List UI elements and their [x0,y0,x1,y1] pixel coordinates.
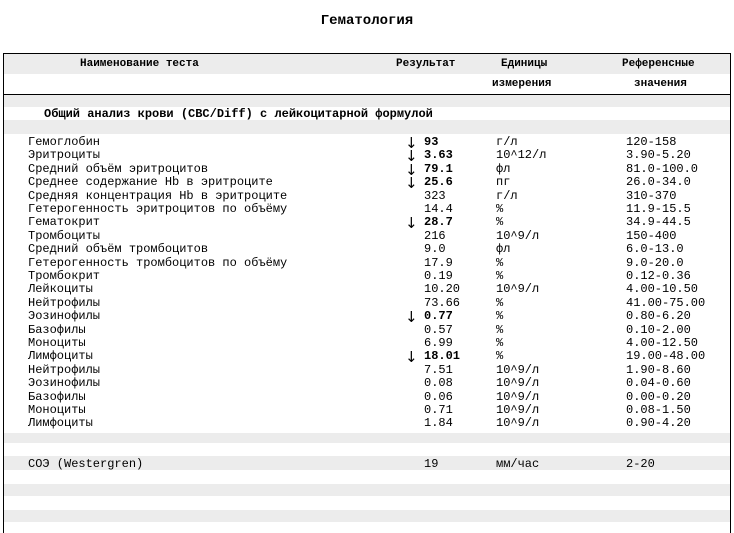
header-reference: Референсные [622,58,695,70]
test-reference: 41.00-75.00 [626,295,706,310]
test-reference: 0.04-0.60 [626,376,691,391]
test-unit: 10^12/л [496,148,547,163]
test-result: 7.51 [424,362,453,377]
test-name: Гетерогенность тромбоцитов по объёму [28,255,288,270]
test-name: Среднее содержание Hb в эритроците [28,175,273,190]
test-result: 323 [424,188,446,203]
test-name: Тромбокрит [28,269,101,283]
test-result: 6.99 [424,336,453,350]
test-unit: 10^9/л [496,282,540,297]
test-result: 0.08 [424,376,453,391]
test-reference: 150-400 [626,228,677,243]
test-name: Эозинофилы [28,309,101,324]
test-unit: % [496,202,504,216]
test-unit: 10^9/л [496,376,540,391]
test-unit: г/л [496,188,518,203]
test-unit: % [496,269,504,283]
test-name: Средняя концентрация Hb в эритроците [28,188,288,203]
test-unit: % [496,322,504,337]
test-unit: % [496,309,504,324]
test-name: Базофилы [28,389,86,404]
test-result: 1.84 [424,416,453,431]
header-units-line2: измерения [492,78,552,90]
test-unit: % [496,336,504,350]
stripe [4,433,730,443]
test-result: 0.57 [424,322,453,337]
esr-name: СОЭ (Westergren) [28,457,144,471]
test-name: Гемоглобин [28,135,101,149]
test-result: 93 [424,135,439,149]
test-reference: 4.00-10.50 [626,282,699,297]
test-reference: 0.80-6.20 [626,309,691,324]
header-divider [3,94,731,95]
test-unit: % [496,295,504,310]
test-result: 79.1 [424,161,453,176]
test-unit: 10^9/л [496,228,540,243]
low-flag-arrow-icon: ↓ [405,174,418,193]
stripe [4,120,730,134]
section-title: Общий анализ крови (CBC/Diff) с лейкоцитарной формулой [44,107,433,121]
test-unit: фл [496,242,511,257]
test-reference: 0.90-4.20 [626,416,691,431]
test-reference: 0.10-2.00 [626,322,691,337]
test-result: 18.01 [424,349,461,364]
test-unit: 10^9/л [496,416,540,431]
low-flag-arrow-icon: ↓ [405,134,418,152]
test-unit: фл [496,161,511,176]
low-flag-arrow-icon: ↓ [405,147,418,166]
test-name: Эритроциты [28,148,101,163]
test-result: 9.0 [424,242,446,257]
header-reference-line2: значения [634,78,687,90]
test-result: 14.4 [424,202,453,216]
test-unit: % [496,255,504,270]
header-test-name: Наименование теста [80,58,199,70]
test-result: 10.20 [424,282,461,297]
test-name: Моноциты [28,403,86,417]
test-reference: 9.0-20.0 [626,255,684,270]
test-name: Средний объём эритроцитов [28,161,209,176]
test-result: 0.71 [424,403,453,417]
test-name: Тромбоциты [28,228,101,243]
test-reference: 0.08-1.50 [626,403,691,417]
esr-unit: мм/час [496,457,540,471]
test-reference: 0.12-0.36 [626,269,691,283]
test-reference: 6.0-13.0 [626,242,684,257]
test-result: 216 [424,228,446,243]
test-name: Базофилы [28,322,86,337]
test-name: Лейкоциты [28,282,93,297]
test-result: 0.19 [424,269,453,283]
test-unit: % [496,349,504,364]
test-result: 3.63 [424,148,453,163]
test-name: Гетерогенность эритроцитов по объёму [28,202,288,216]
test-unit: 10^9/л [496,362,540,377]
header-result: Результат [396,58,456,70]
test-result: 73.66 [424,295,461,310]
stripe [4,484,730,496]
test-result: 25.6 [424,175,453,190]
test-name: Моноциты [28,336,86,350]
test-reference: 19.00-48.00 [626,349,706,364]
test-name: Нейтрофилы [28,295,101,310]
test-reference: 26.0-34.0 [626,175,691,190]
test-unit: г/л [496,135,518,149]
test-result: 0.06 [424,389,453,404]
test-result: 17.9 [424,255,453,270]
test-name: Эозинофилы [28,376,101,391]
test-reference: 34.9-44.5 [626,215,691,230]
stripe [4,95,730,107]
test-name: Гематокрит [28,215,101,230]
low-flag-arrow-icon: ↓ [405,308,418,327]
test-unit: % [496,215,504,230]
test-name: Лимфоциты [28,416,93,431]
low-flag-arrow-icon: ↓ [405,160,418,179]
test-unit: 10^9/л [496,403,540,417]
test-reference: 3.90-5.20 [626,148,691,163]
test-result: 28.7 [424,215,453,230]
test-name: Лимфоциты [28,349,93,364]
test-reference: 120-158 [626,135,677,149]
test-reference: 4.00-12.50 [626,336,699,350]
test-result: 0.77 [424,309,453,324]
test-reference: 81.0-100.0 [626,161,699,176]
low-flag-arrow-icon: ↓ [405,214,418,233]
test-reference: 11.9-15.5 [626,202,691,216]
test-name: Средний объём тромбоцитов [28,242,209,257]
test-reference: 310-370 [626,188,677,203]
low-flag-arrow-icon: ↓ [405,348,418,367]
esr-result: 19 [424,457,439,471]
test-name: Нейтрофилы [28,362,101,377]
test-reference: 1.90-8.60 [626,362,691,377]
test-reference: 0.00-0.20 [626,389,691,404]
header-units: Единицы [501,58,548,70]
test-unit: 10^9/л [496,389,540,404]
esr-reference: 2-20 [626,457,655,471]
test-unit: пг [496,175,511,190]
page-title: Гематология [320,13,414,29]
stripe [4,510,730,522]
